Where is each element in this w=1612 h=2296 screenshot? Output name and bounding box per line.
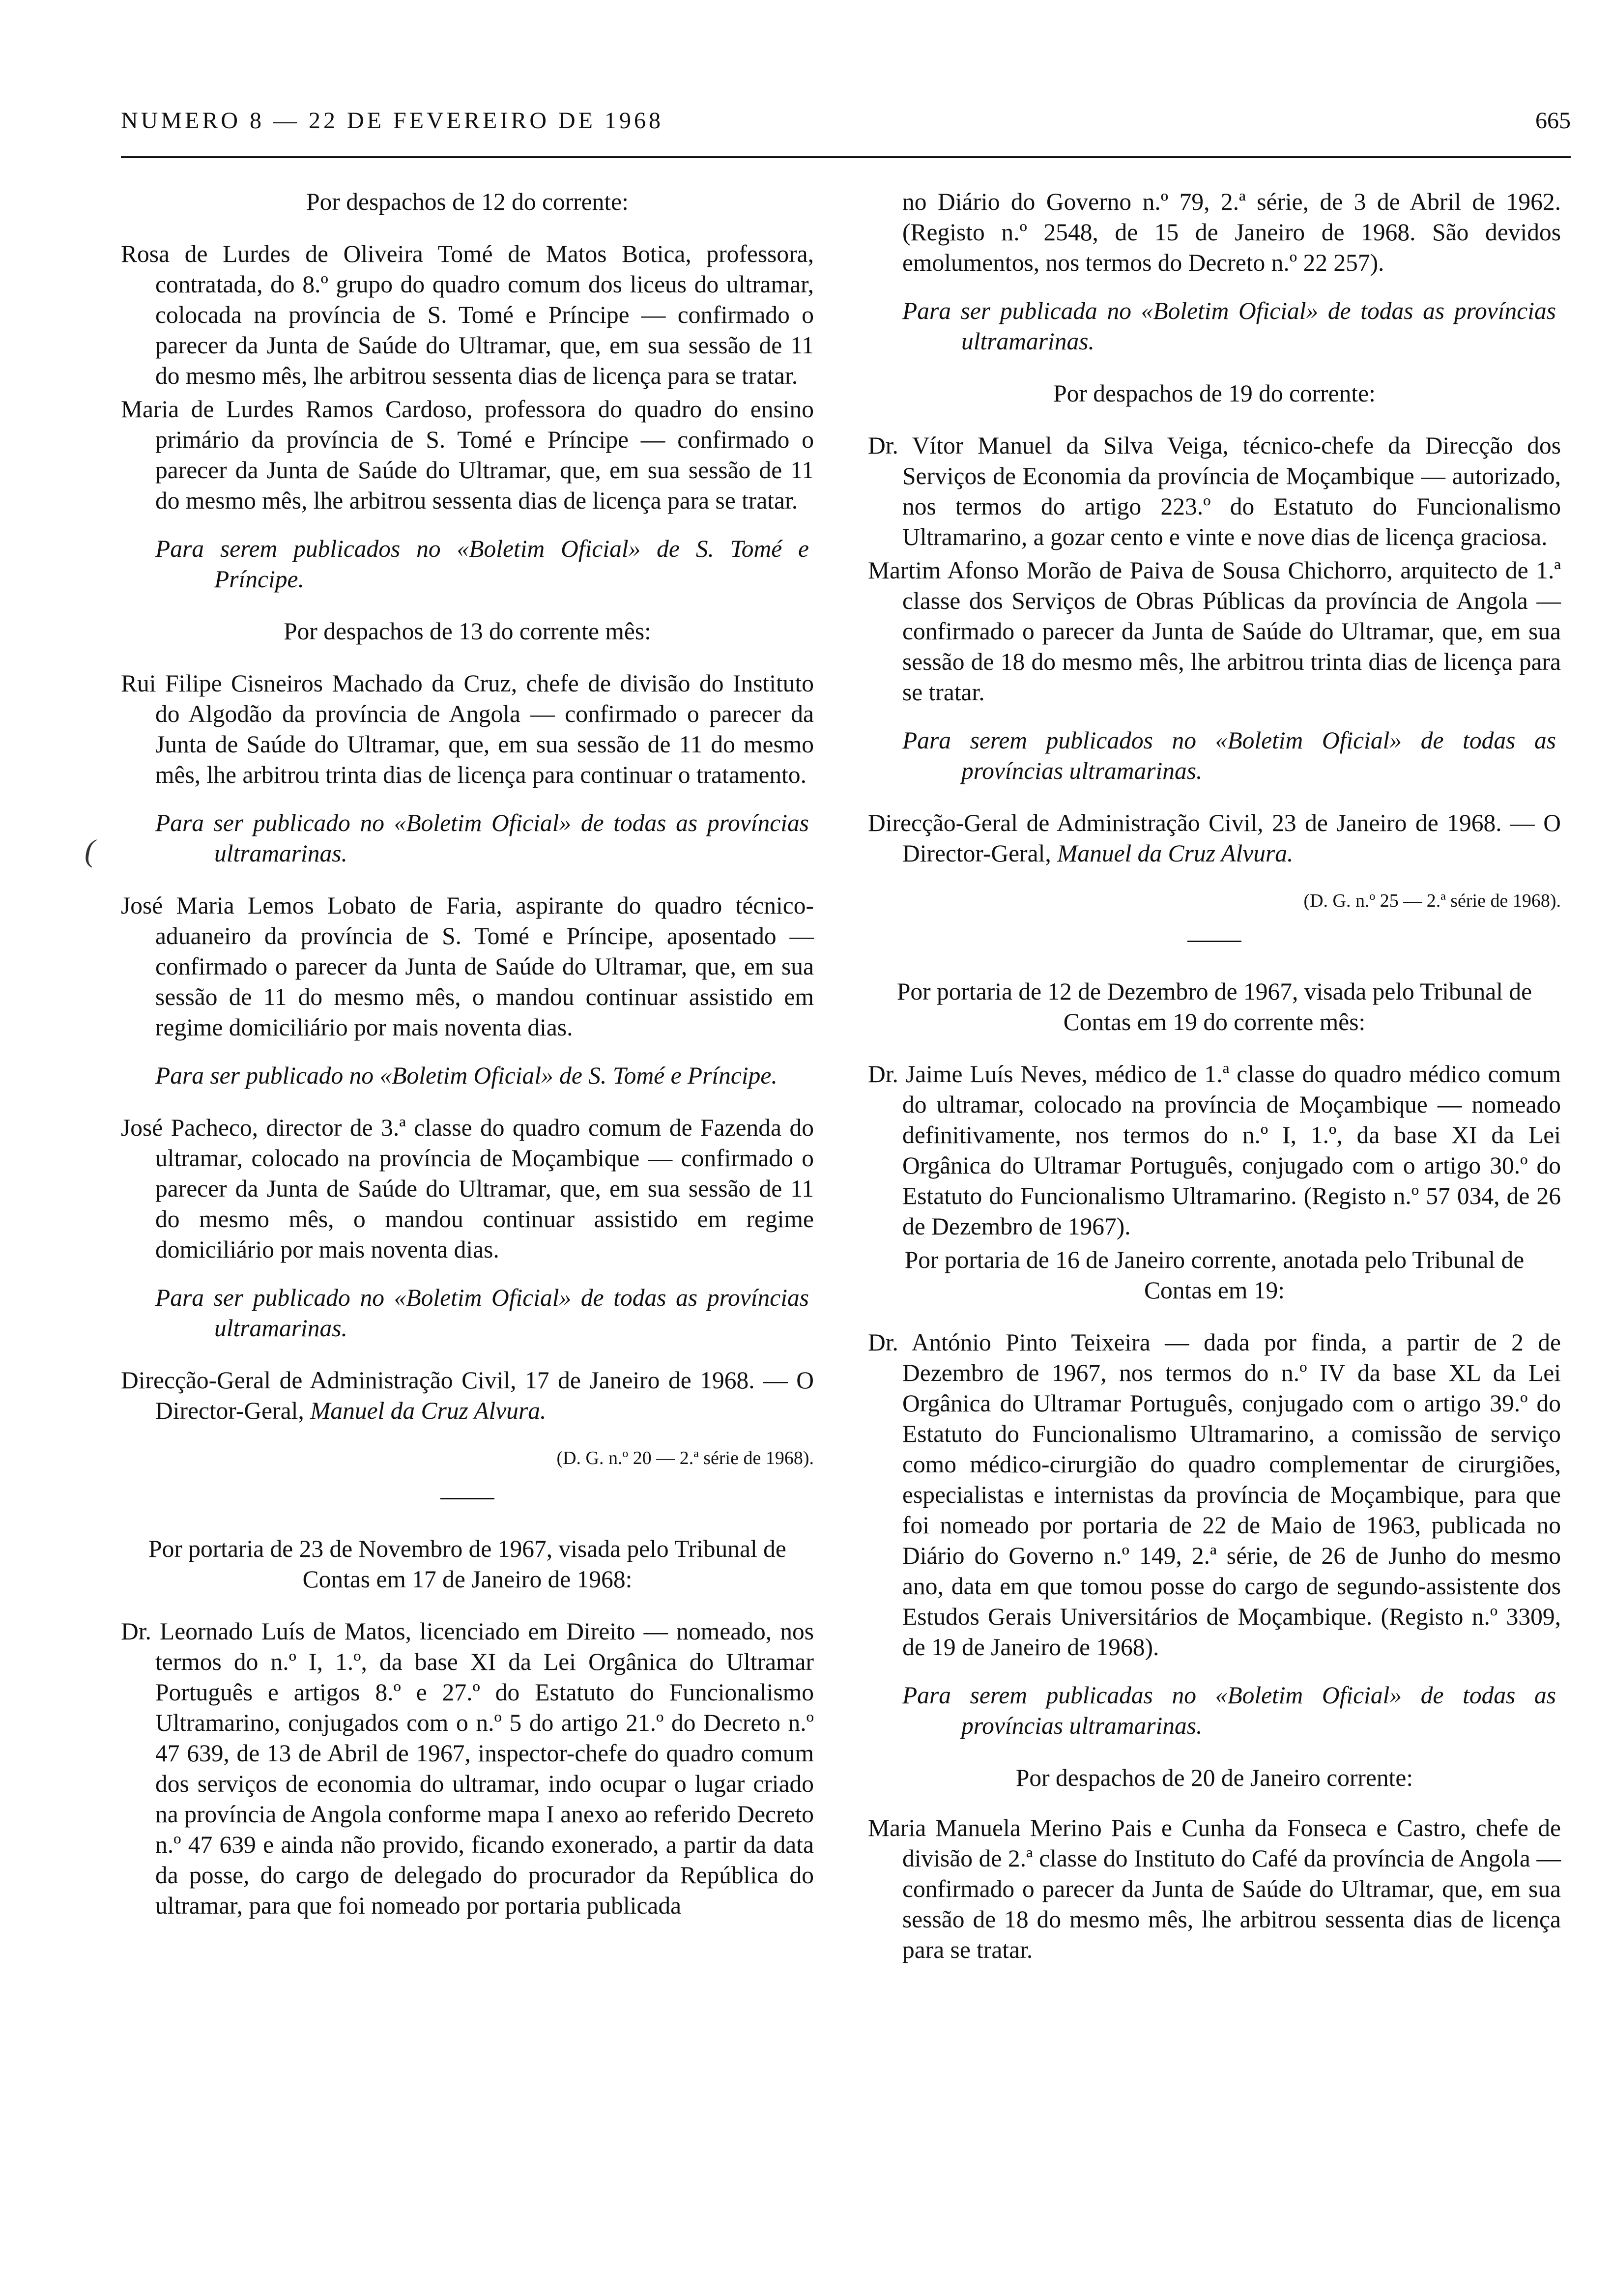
left-column (121, 187, 814, 1924)
entry-paragraph: Dr. António Pinto Teixeira — dada por finda, a partir de 2 de Dezembro de 1967, nos termos do n.º IV da base XL da Lei Orgânica do Ultramar Português, conjugado com o artigo 39.º do Estatuto do Funcionalismo Ultramarino, a comissão de serviço como médico-cirurgião do quadro complementar de cirurgiões, especialistas e internistas da província de Moçambique, para que foi nomeado por portaria de 22 de Maio de 1963, publicada no Diário do Governo n.º 149, 2.ª série, de 26 de Junho do mesmo ano, data em que tomou posse do cargo de segundo-assistente dos Estudos Gerais Universitários de Moçambique. (Registo n.º 3309, de 19 de Janeiro de 1968). (868, 1329, 1561, 1661)
entry-paragraph: Maria Manuela Merino Pais e Cunha da Fonseca e Castro, chefe de divisão de 2.ª classe do Instituto do Café da província de Angola — confirmado o parecer da Junta de Saúde do Ultramar, que, em sua sessão de 18 do mesmo mês, lhe arbitrou sessenta dias de licença para se tratar. (868, 1814, 1561, 1963)
entry-paragraph: Dr. Leornado Luís de Matos, licenciado em Direito — nomeado, nos termos do n.º I, 1.º, da base XI da Lei Orgânica do Ultramar Português e artigos 8.º e 27.º do Estatuto do Funcionalismo Ultramarino, conjugados com o n.º 5 do artigo 21.º do Decreto n.º 47 639, de 13 de Abril de 1967, inspector-chefe do quadro comum dos serviços de economia do ultramar, indo ocupar o lugar criado na província de Angola conforme mapa I anexo ao referido Decreto n.º 47 639 e ainda não provido, ficando exonerado, a partir da data da posse, do cargo de delegado do procurador da República do ultramar, para que foi nomeado por portaria publicada (121, 1618, 814, 1919)
signature-text: Direcção-Geral de Administração Civil, 23 de Janeiro de 1968. — O Director-Geral, (868, 809, 1561, 867)
page-number: 665 (1535, 108, 1571, 134)
section-intro: Por despachos de 13 do corrente mês: (284, 618, 651, 645)
header-rule (121, 156, 1571, 158)
publication-note: Para ser publicada no «Boletim Oficial» de todas as províncias ultramarinas. (902, 297, 1556, 355)
publication-note: Para serem publicadas no «Boletim Oficial» de todas as províncias ultramarinas. (902, 1682, 1556, 1739)
section-separator (1187, 941, 1241, 942)
publication-note: Para ser publicado no «Boletim Oficial» de S. Tomé e Príncipe. (155, 1062, 777, 1089)
entry-paragraph: José Pacheco, director de 3.ª classe do quadro comum de Fazenda do ultramar, colocado na província de Moçambique — confirmado o parecer da Junta de Saúde do Ultramar, que, em sua sessão de 11 do mesmo mês, o mandou continuar assistido em regime domiciliário por mais noventa dias. (121, 1114, 814, 1263)
signature-block (868, 808, 1561, 869)
section-intro: Por portaria de 23 de Novembro de 1967, visada pelo Tribunal de Contas em 17 de Janeiro de 1968: (148, 1535, 786, 1593)
section-intro: Por despachos de 12 do corrente: (306, 188, 629, 215)
signature-name: Manuel da Cruz Alvura. (1057, 840, 1294, 867)
section-intro: Por despachos de 19 do corrente: (1053, 380, 1376, 407)
entry-paragraph: Martim Afonso Morão de Paiva de Sousa Chichorro, arquitecto de 1.ª classe dos Serviços de Obras Públicas da província de Angola — confirmado o parecer da Junta de Saúde do Ultramar, que, em sua sessão de 18 do mesmo mês, lhe arbitrou trinta dias de licença para se tratar. (868, 557, 1561, 706)
entry-paragraph: Dr. Vítor Manuel da Silva Veiga, técnico-chefe da Direcção dos Serviços de Economia da província de Moçambique — autorizado, nos termos do artigo 223.º do Estatuto do Funcionalismo Ultramarino, a gozar cento e vinte e nove dias de licença graciosa. (868, 432, 1561, 550)
entry-paragraph: Rosa de Lurdes de Oliveira Tomé de Matos Botica, professora, contratada, do 8.º grupo do quadro comum dos liceus do ultramar, colocada na província de S. Tomé e Príncipe — confirmado o parecer da Junta de Saúde do Ultramar, que, em sua sessão de 11 do mesmo mês, lhe arbitrou sessenta dias de licença para se tratar. (121, 240, 814, 389)
signature-block (121, 1365, 814, 1426)
gazette-reference: (D. G. n.º 25 — 2.ª série de 1968). (1303, 890, 1561, 911)
signature-name: Manuel da Cruz Alvura. (310, 1397, 547, 1424)
publication-note: Para serem publicados no «Boletim Oficial» de S. Tomé e Príncipe. (155, 535, 809, 593)
header-title: NUMERO 8 — 22 DE FEVEREIRO DE 1968 (121, 108, 663, 134)
entry-paragraph: Rui Filipe Cisneiros Machado da Cruz, chefe de divisão do Instituto do Algodão da província de Angola — confirmado o parecer da Junta de Saúde do Ultramar, que, em sua sessão de 11 do mesmo mês, lhe arbitrou trinta dias de licença para continuar o tratamento. (121, 670, 814, 788)
publication-note: Para ser publicado no «Boletim Oficial» de todas as províncias ultramarinas. (155, 1284, 809, 1342)
right-column (868, 187, 1561, 1968)
entry-continuation: no Diário do Governo n.º 79, 2.ª série, de 3 de Abril de 1962. (Registo n.º 2548, de 15 de Janeiro de 1968. São devidos emolumentos, nos termos do Decreto n.º 22 257). (902, 188, 1561, 276)
signature-text: Direcção-Geral de Administração Civil, 17 de Janeiro de 1968. — O Director-Geral, (121, 1367, 814, 1424)
section-intro: Por portaria de 12 de Dezembro de 1967, visada pelo Tribunal de Contas em 19 do corrente mês: (896, 978, 1532, 1035)
margin-pencil-mark: ( (85, 833, 95, 868)
entry-paragraph: José Maria Lemos Lobato de Faria, aspirante do quadro técnico-aduaneiro da província de S. Tomé e Príncipe, aposentado — confirmado o parecer da Junta de Saúde do Ultramar, que, em sua sessão de 11 do mesmo mês, o mandou continuar assistido em regime domiciliário por mais noventa dias. (121, 892, 814, 1041)
publication-note: Para serem publicados no «Boletim Oficial» de todas as províncias ultramarinas. (902, 727, 1556, 784)
section-separator (440, 1498, 494, 1499)
section-intro: Por despachos de 20 de Janeiro corrente: (1015, 1764, 1413, 1791)
page-header (121, 103, 1571, 143)
entry-paragraph: Maria de Lurdes Ramos Cardoso, professora do quadro do ensino primário da província de S. Tomé e Príncipe — confirmado o parecer da Junta de Saúde do Ultramar, que, em sua sessão de 11 do mesmo mês, lhe arbitrou sessenta dias de licença para se tratar. (121, 396, 814, 514)
entry-paragraph: Dr. Jaime Luís Neves, médico de 1.ª classe do quadro médico comum do ultramar, colocado na província de Moçambique — nomeado definitivamente, nos termos do n.º I, 1.º, da base XI da Lei Orgânica do Ultramar Português, conjugado com o artigo 30.º do Estatuto do Funcionalismo Ultramarino. (Registo n.º 57 034, de 26 de Dezembro de 1967). (868, 1061, 1561, 1240)
gazette-reference: (D. G. n.º 20 — 2.ª série de 1968). (556, 1448, 814, 1468)
publication-note: Para ser publicado no «Boletim Oficial» de todas as províncias ultramarinas. (155, 809, 809, 867)
section-intro: Por portaria de 16 de Janeiro corrente, anotada pelo Tribunal de Contas em 19: (904, 1246, 1525, 1304)
